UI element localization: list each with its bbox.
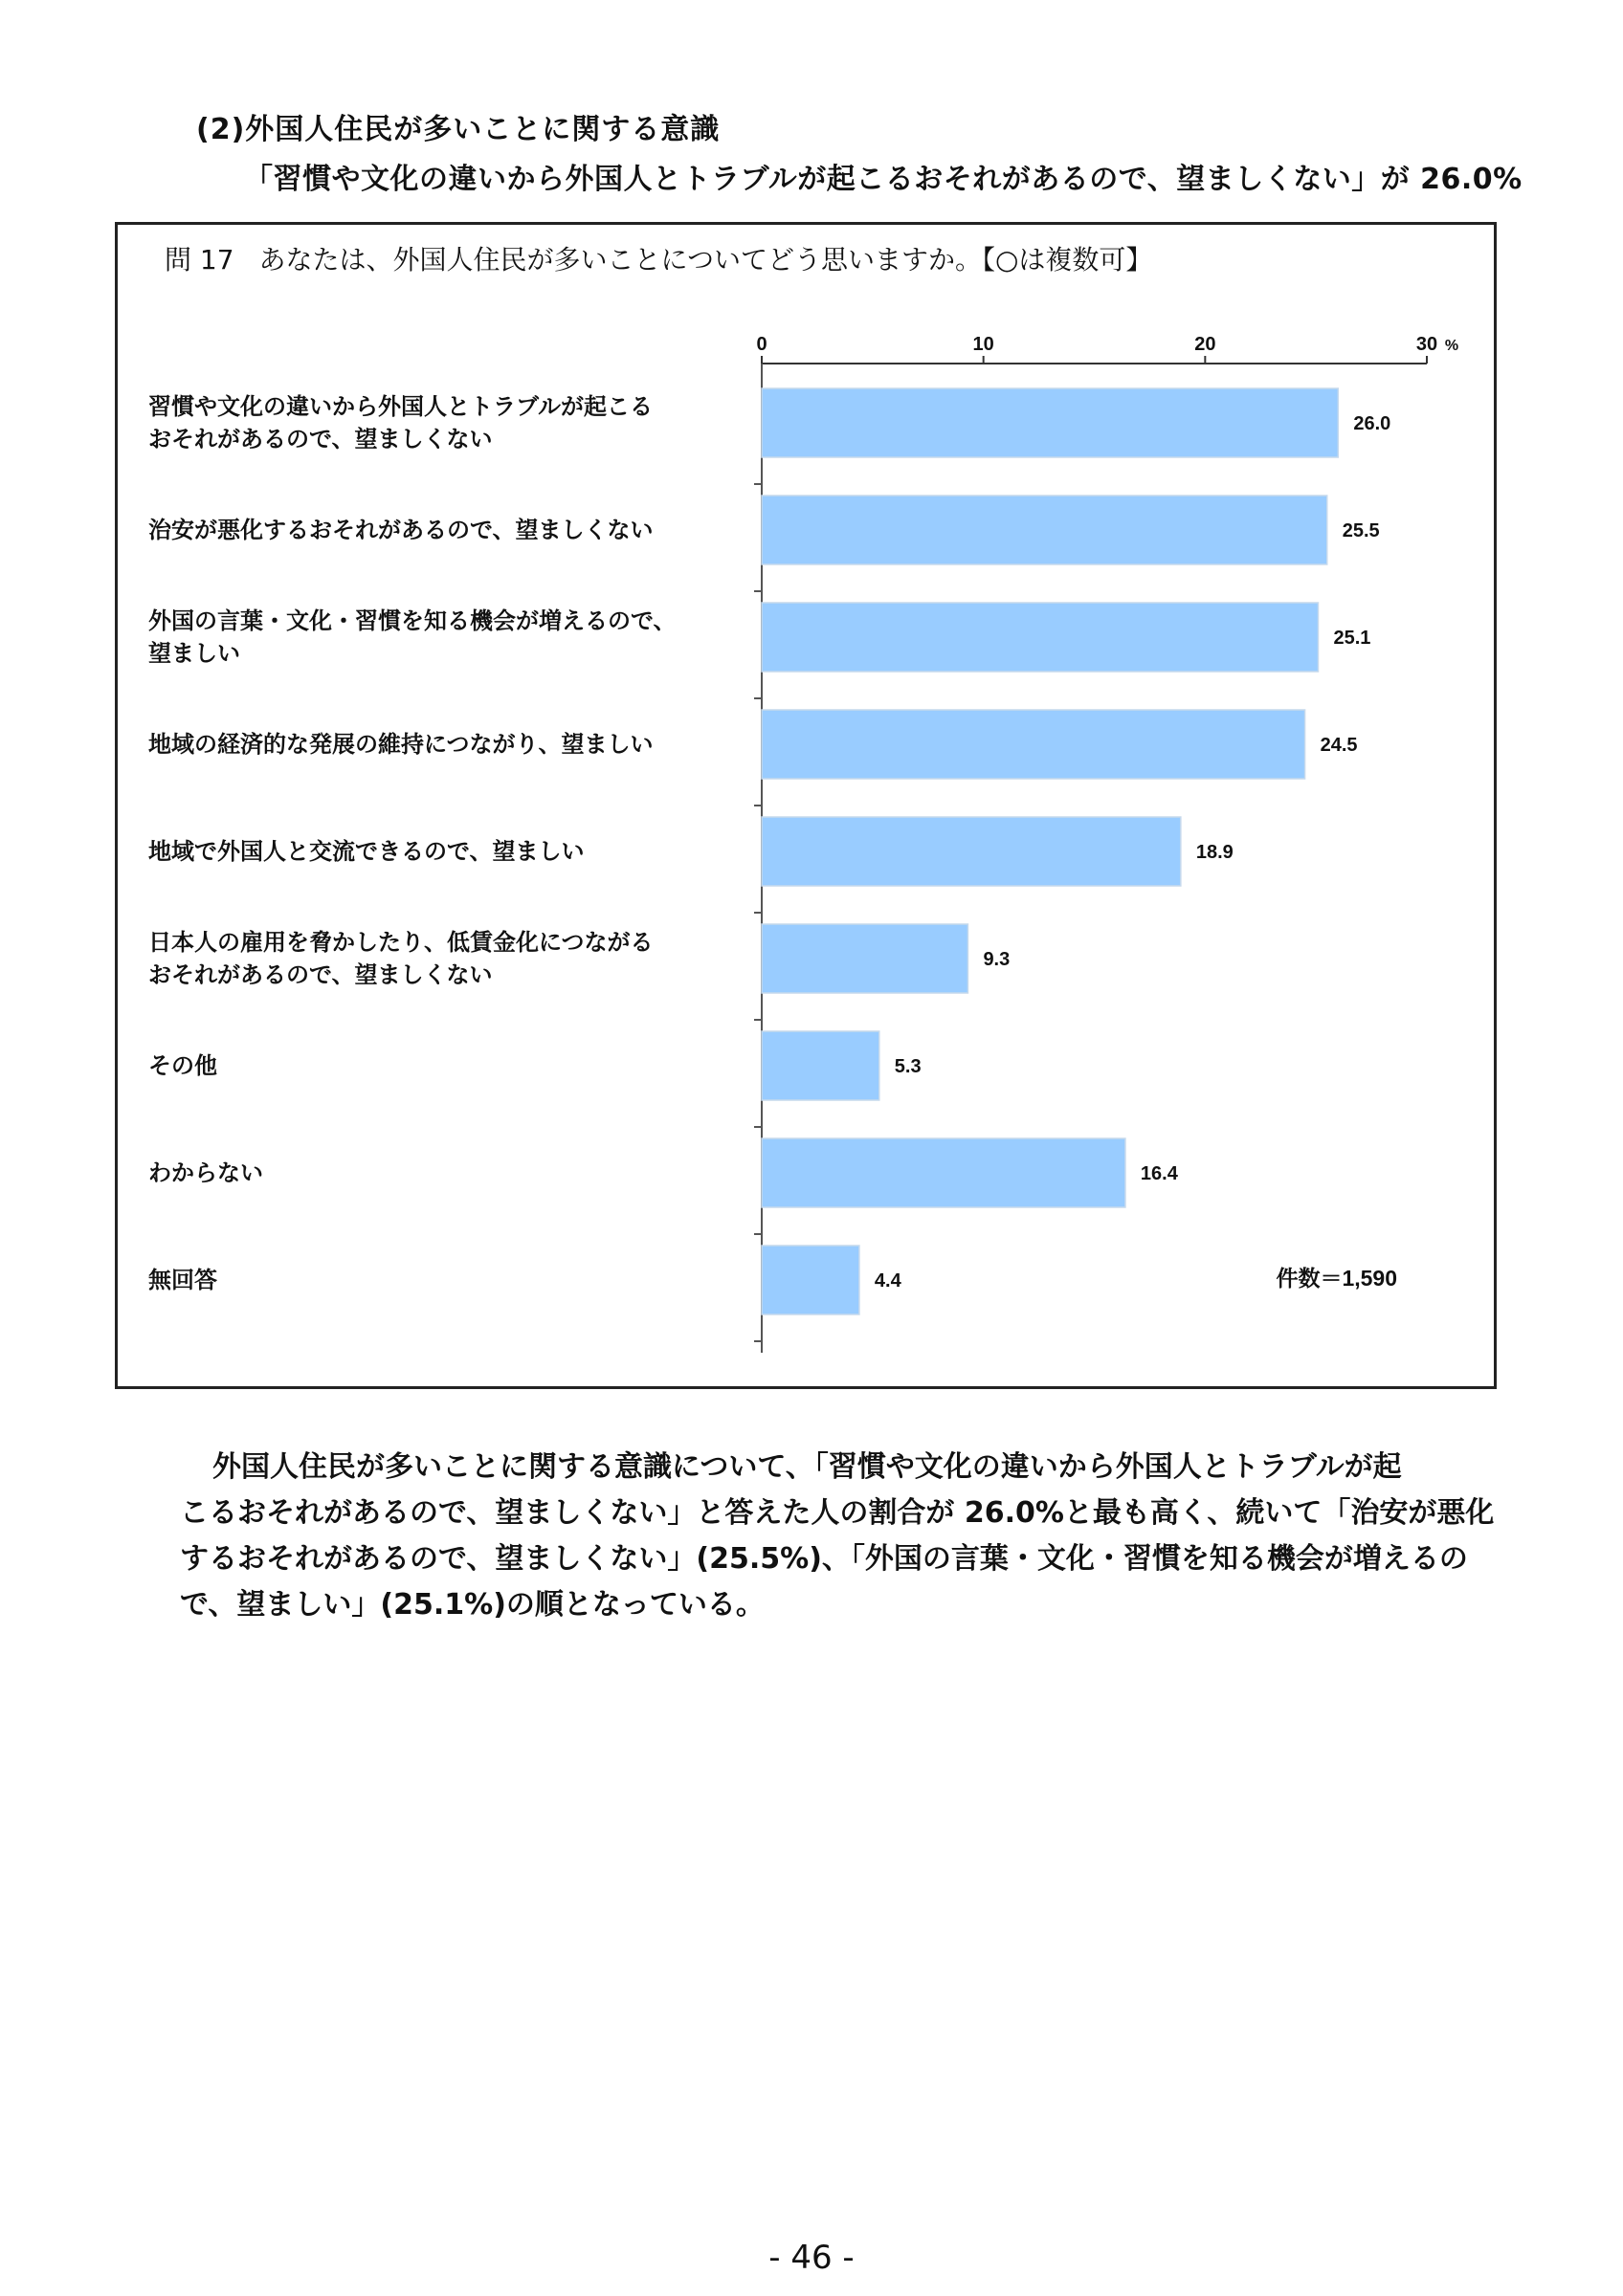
bar: [762, 388, 1338, 457]
bar: [762, 924, 967, 993]
body-paragraph: [180, 1445, 1520, 1628]
bar-value-label: 5.3: [894, 1056, 922, 1077]
x-tick-label: 20: [1194, 334, 1216, 355]
question-number: 問 17: [165, 244, 234, 276]
x-tick-label: 0: [756, 334, 767, 355]
x-tick-label: 30: [1415, 334, 1438, 355]
count-label: 件数＝1,590: [1276, 1266, 1397, 1291]
category-label-line: 習慣や文化の違いから外国人とトラブルが起こる: [148, 393, 654, 420]
x-axis-unit: %: [1444, 338, 1459, 354]
body-line: するおそれがあるので、望ましくない」(25.5%)、「外国の言葉・文化・習慣を知る機会が増えるの: [180, 1542, 1468, 1576]
section-subheading: 「習慣や文化の違いから外国人とトラブルが起こるおそれがあるので、望ましくない」が 26.0%: [244, 163, 1523, 196]
category-label-line: おそれがあるので、望ましくない: [148, 426, 493, 453]
bar: [762, 1246, 859, 1314]
x-tick-label: 10: [972, 334, 994, 355]
bar: [762, 1138, 1125, 1207]
category-label-line: 地域で外国人と交流できるので、望ましい: [148, 838, 585, 865]
bar: [762, 710, 1305, 779]
section-heading: (2)外国人住民が多いことに関する意識: [196, 113, 721, 146]
bar-value-label: 25.1: [1333, 628, 1371, 649]
bar: [762, 817, 1181, 886]
category-label-line: 地域の経済的な発展の維持につながり、望ましい: [148, 731, 654, 758]
category-label-line: おそれがあるので、望ましくない: [148, 961, 493, 988]
bar-value-label: 25.5: [1342, 520, 1380, 541]
bar-value-label: 24.5: [1320, 735, 1358, 756]
bar: [762, 1031, 879, 1100]
bar-value-label: 4.4: [874, 1270, 901, 1292]
category-label-line: その他: [148, 1052, 217, 1079]
category-label-line: 望ましい: [148, 640, 240, 667]
bar-value-label: 18.9: [1195, 842, 1234, 863]
category-label-line: 治安が悪化するおそれがあるので、望ましくない: [148, 517, 654, 543]
bar-value-label: 9.3: [983, 949, 1011, 970]
page-number: - 46 -: [768, 2239, 855, 2277]
category-label-line: わからない: [148, 1159, 263, 1186]
category-label-line: 無回答: [148, 1267, 217, 1293]
bar: [762, 496, 1327, 564]
body-line: で、望ましい」(25.1%)の順となっている。: [180, 1588, 765, 1622]
category-label-line: 外国の言葉・文化・習慣を知る機会が増えるので、: [148, 607, 677, 634]
bar: [762, 603, 1318, 672]
question-text: あなたは、外国人住民が多いことについてどう思いますか。【○は複数可】: [258, 244, 1153, 276]
body-line: こるおそれがあるので、望ましくない」と答えた人の割合が 26.0%と最も高く、続いて「治安が悪化: [180, 1496, 1495, 1530]
body-line: 外国人住民が多いことに関する意識について、「習慣や文化の違いから外国人とトラブルが起: [212, 1450, 1402, 1484]
category-label-line: 日本人の雇用を脅かしたり、低賃金化につながる: [148, 929, 654, 956]
bar-value-label: 16.4: [1140, 1163, 1178, 1184]
bar-value-label: 26.0: [1353, 413, 1391, 434]
